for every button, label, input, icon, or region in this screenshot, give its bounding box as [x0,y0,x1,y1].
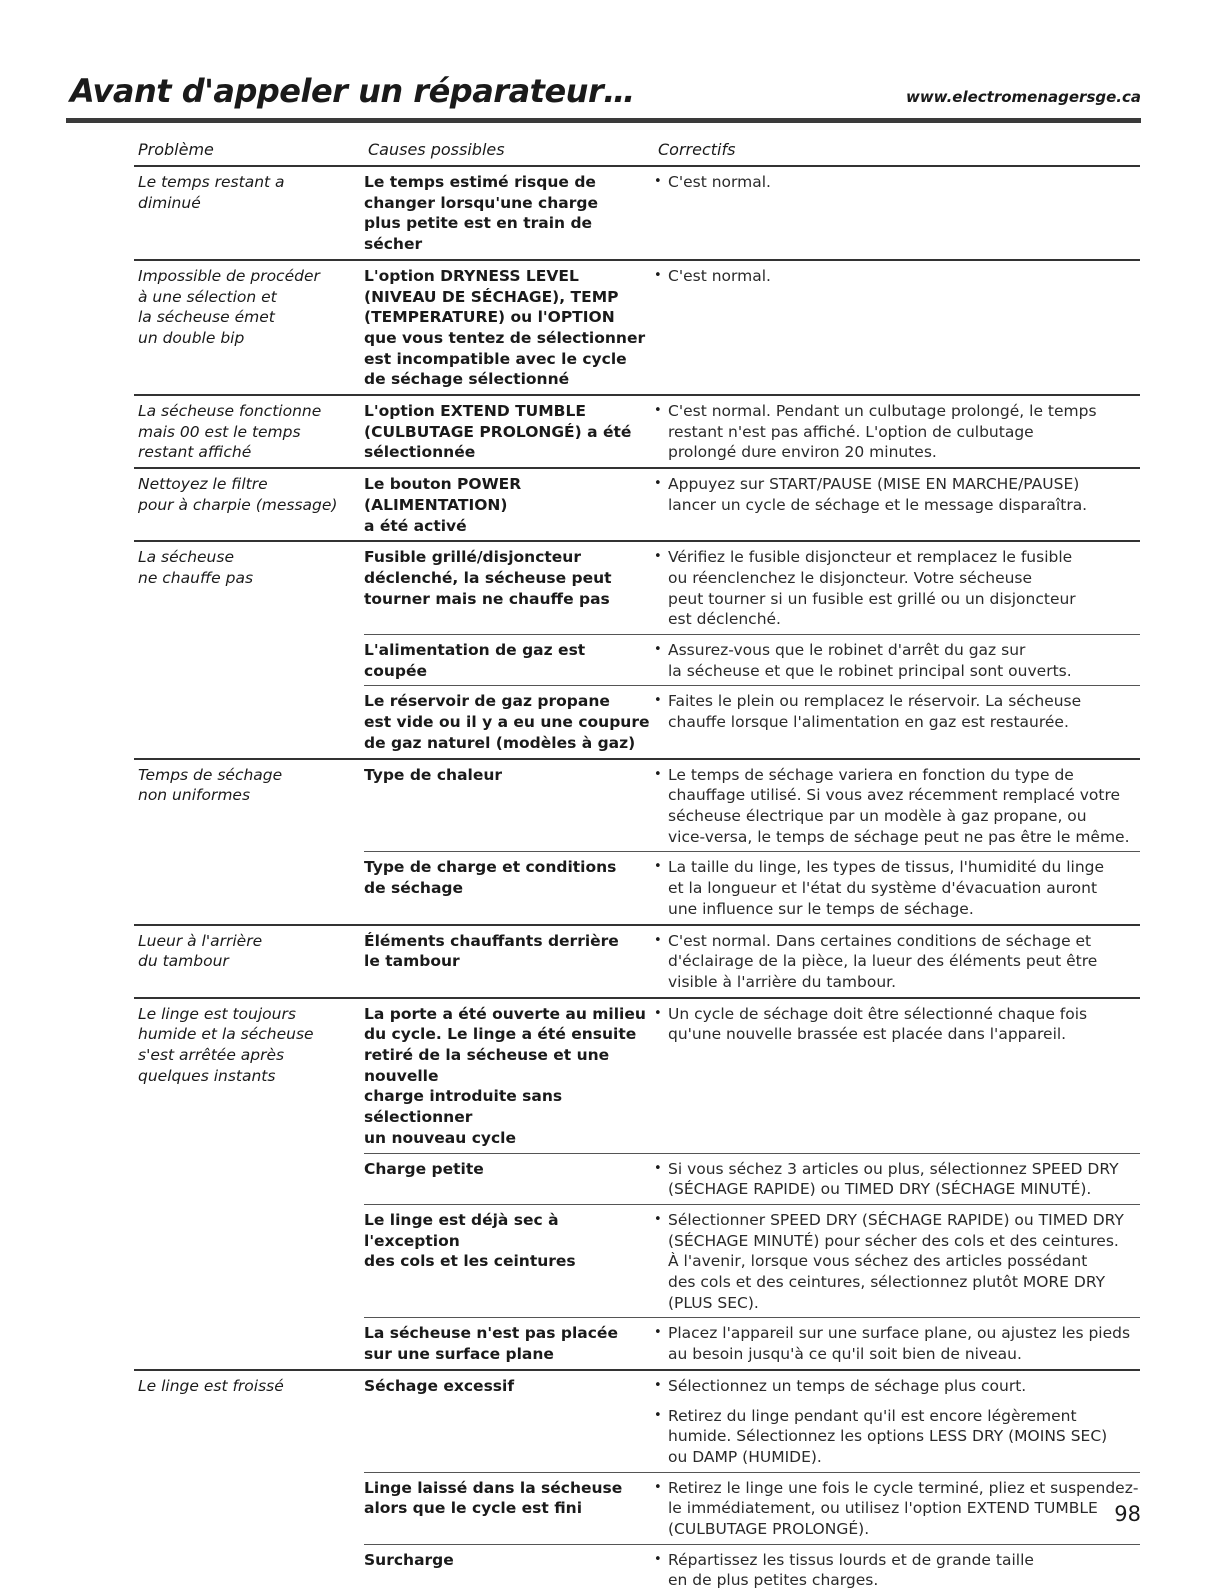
problem-cell: Le linge est toujours humide et la sécheuse s'est arrêtée après quelques instants [134,998,364,1370]
fix-cell [654,1401,1140,1473]
fix-text: Vérifiez le fusible disjoncteur et remplacez le fusible ou réenclenchez le disjoncteur. Votre sécheuse peut tourner si un fusible est grillé ou un disjoncteur est déclenché. [668,548,1076,629]
bullet-icon: • [654,267,662,283]
fix-text: Faites le plein ou remplacez le réservoir. La sécheuse chauffe lorsque l'alimentation en gaz est restaurée. [668,692,1082,732]
title-rule [66,118,1141,123]
fix-cell [654,260,1140,395]
bullet-icon: • [654,1551,662,1567]
fix-cell [654,686,1140,759]
fix-text: La taille du linge, les types de tissus, l'humidité du linge et la longueur et l'état du système d'évacuation auront une influence sur le temps de séchage. [668,858,1105,918]
problem-cell: Impossible de procéder à une sélection et la sécheuse émet un double bip [134,260,364,395]
fix-cell [654,925,1140,998]
cause-cell: Le linge est déjà sec à l'exception des cols et les ceintures [364,1204,654,1318]
bullet-icon: • [654,642,662,658]
bullet-icon: • [654,1160,662,1176]
cause-cell: L'option EXTEND TUMBLE (CULBUTAGE PROLONGÉ) a été sélectionnée [364,395,654,468]
fix-text: Sélectionner SPEED DRY (SÉCHAGE RAPIDE) ou TIMED DRY (SÉCHAGE MINUTÉ) pour sécher des cols et des ceintures. À l'avenir, lorsque vous séchez des articles possédant des cols et des ceintures, sélectionnez plutôt MORE DRY (PLUS SEC). [668,1210,1124,1312]
bullet-icon: • [654,549,662,565]
problem-cell: Nettoyez le filtre pour à charpie (message) [134,468,364,541]
cause-cell: Charge petite [364,1153,654,1204]
fix-text: Répartissez les tissus lourds et de grande taille en de plus petites charges. [668,1550,1034,1590]
fix-cell [654,998,1140,1153]
problem-cell: La sécheuse fonctionne mais 00 est le temps restant affiché [134,395,364,468]
cause-cell: La porte a été ouverte au milieu du cycle. Le linge a été ensuite retiré de la sécheuse et une nouvelle charge introduite sans sélectionner un nouveau cycle [364,998,654,1153]
bullet-icon: • [654,1377,662,1393]
cause-cell: La sécheuse n'est pas placée sur une surface plane [364,1318,654,1370]
table-row [134,998,1140,1153]
fix-cell [654,1472,1140,1544]
fix-cell [654,759,1140,852]
fix-text: Sélectionnez un temps de séchage plus court. [668,1376,1027,1395]
table-header-row [134,134,1140,166]
fix-text: Placez l'appareil sur une surface plane, ou ajustez les pieds au besoin jusqu'à ce qu'il soit bien de niveau. [668,1324,1131,1364]
fix-text: Un cycle de séchage doit être sélectionné chaque fois qu'une nouvelle brassée est placée dans l'appareil. [668,1004,1088,1044]
problem-cell: Le temps restant a diminué [134,166,364,260]
cause-cell: L'option DRYNESS LEVEL (NIVEAU DE SÉCHAGE), TEMP (TEMPERATURE) ou l'OPTION que vous tentez de sélectionner est incompatible avec le cycle de séchage sélectionné [364,260,654,395]
header-causes: Causes possibles [364,134,654,166]
cause-cell: Type de chaleur [364,759,654,852]
cause-cell: Type de charge et conditions de séchage [364,852,654,925]
bullet-icon: • [654,1407,662,1423]
table-row [134,260,1140,395]
bullet-icon: • [654,932,662,948]
website-url[interactable]: www.electromenagersge.ca [905,88,1141,106]
fix-text: C'est normal. Pendant un culbutage prolongé, le temps restant n'est pas affiché. L'option de culbutage prolongé dure environ 20 minutes. [668,402,1097,462]
table-row [134,468,1140,541]
fix-cell [654,166,1140,260]
bullet-icon: • [654,1211,662,1227]
fix-cell [654,468,1140,541]
cause-cell: L'alimentation de gaz est coupée [364,635,654,686]
bullet-icon: • [654,1325,662,1341]
bullet-icon: • [654,174,662,189]
bullet-icon: • [654,859,662,875]
cause-cell: Éléments chauffants derrière le tambour [364,925,654,998]
page-number: 98 [1114,1502,1141,1526]
fix-text: Si vous séchez 3 articles ou plus, sélectionnez SPEED DRY (SÉCHAGE RAPIDE) ou TIMED DRY (SÉCHAGE MINUTÉ). [668,1159,1119,1199]
bullet-icon: • [654,693,662,709]
fix-text: Le temps de séchage variera en fonction du type de chauffage utilisé. Si vous avez récemment remplacé votre sécheuse électrique par un modèle à gaz propane, ou vice-versa, le temps de séchage peut ne pas être le même. [668,765,1130,846]
cause-cell: Fusible grillé/disjoncteur déclenché, la sécheuse peut tourner mais ne chauffe pas [364,541,654,634]
cause-cell: Le bouton POWER (ALIMENTATION) a été activé [364,468,654,541]
troubleshooting-table [134,134,1140,1595]
bullet-icon: • [654,403,662,419]
fix-text: Retirez du linge pendant qu'il est encore légèrement humide. Sélectionnez les options LESS DRY (MOINS SEC) ou DAMP (HUMIDE). [668,1406,1108,1466]
fix-text: C'est normal. [668,173,771,191]
problem-cell: Temps de séchage non uniformes [134,759,364,925]
page-title: Avant d'appeler un réparateur… [70,72,635,110]
fix-text: Retirez le linge une fois le cycle terminé, pliez et suspendez- le immédiatement, ou utilisez l'option EXTEND TUMBLE (CULBUTAGE PROLONGÉ). [668,1478,1139,1539]
table-row [134,541,1140,634]
fix-cell [654,1153,1140,1204]
cause-cell: Le temps estimé risque de changer lorsqu'une charge plus petite est en train de sécher [364,166,654,260]
problem-cell: La sécheuse ne chauffe pas [134,541,364,758]
fix-cell [654,1370,1140,1401]
fix-cell [654,1544,1140,1595]
table-row [134,1370,1140,1401]
fix-text: C'est normal. Dans certaines conditions de séchage et d'éclairage de la pièce, la lueur des éléments peut être visible à l'arrière du tambour. [668,931,1098,991]
bullet-icon: • [654,766,662,782]
fix-text: Assurez-vous que le robinet d'arrêt du gaz sur la sécheuse et que le robinet principal sont ouverts. [668,641,1072,680]
fix-text: C'est normal. [668,266,771,285]
problem-cell: Lueur à l'arrière du tambour [134,925,364,998]
table-row [134,395,1140,468]
fix-cell [654,1204,1140,1318]
table-row [134,759,1140,852]
fix-cell [654,635,1140,686]
cause-cell: Séchage excessif [364,1370,654,1472]
header-problem: Problème [134,134,364,166]
bullet-icon: • [654,1479,662,1495]
problem-cell: Le linge est froissé [134,1370,364,1595]
bullet-icon: • [654,1005,662,1021]
cause-cell: Linge laissé dans la sécheuse alors que le cycle est fini [364,1472,654,1544]
fix-text: Appuyez sur START/PAUSE (MISE EN MARCHE/PAUSE) lancer un cycle de séchage et le message disparaîtra. [668,475,1088,514]
fix-cell [654,395,1140,468]
cause-cell: Surcharge [364,1544,654,1595]
table-row [134,166,1140,260]
table-row [134,925,1140,998]
bullet-icon: • [654,476,662,492]
header-fixes: Correctifs [654,134,1140,166]
fix-cell [654,541,1140,634]
fix-cell [654,1318,1140,1370]
fix-cell [654,852,1140,925]
cause-cell: Le réservoir de gaz propane est vide ou il y a eu une coupure de gaz naturel (modèles à gaz) [364,686,654,759]
